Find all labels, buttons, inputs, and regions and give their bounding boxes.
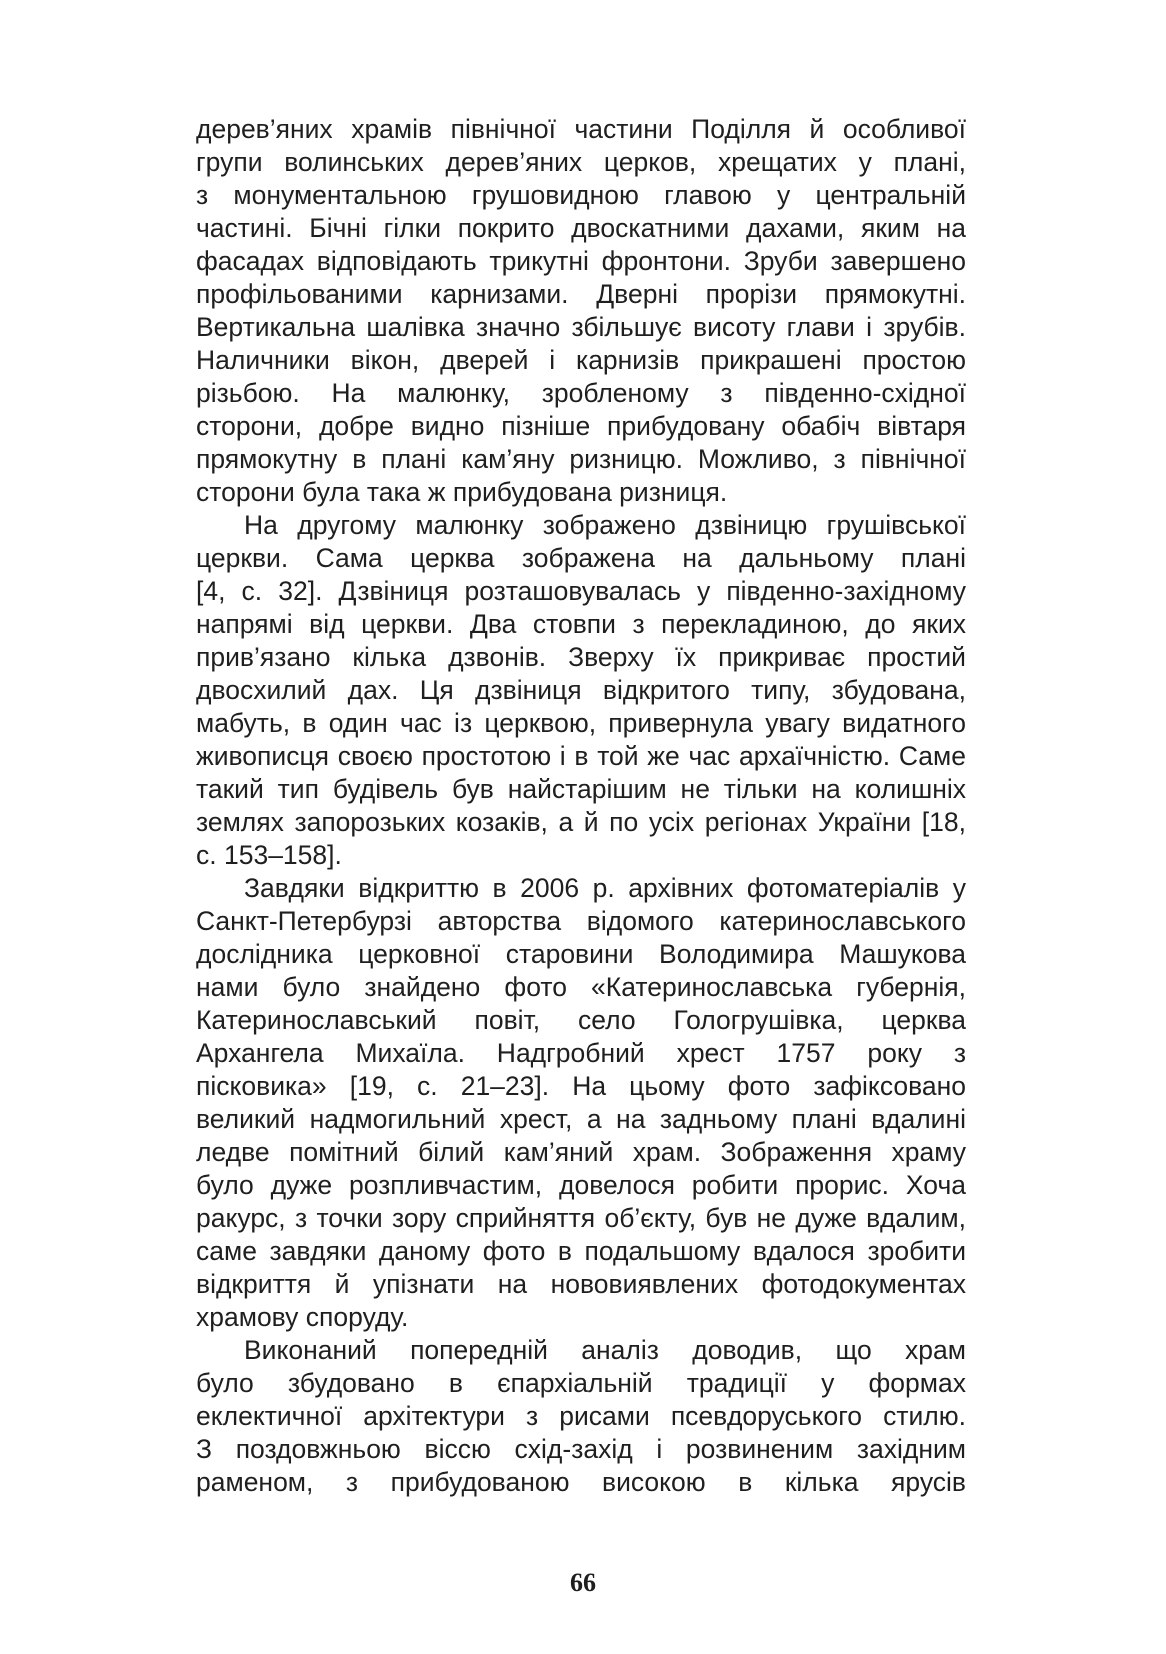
text-line: різьбою. На малюнку, зробленому з південно-східної xyxy=(196,378,966,408)
text-line: мабуть, в один час із церквою, привернула увагу видатного xyxy=(196,708,966,738)
text-line: церкви. Сама церква зображена на дальньому плані xyxy=(196,543,966,573)
text-line: з монументальною грушовидною главою у центральній xyxy=(196,180,966,210)
paragraph xyxy=(196,509,966,872)
text-line: профільованими карнизами. Дверні прорізи прямокутні. xyxy=(196,279,966,309)
text-line: напрямі від церкви. Два стовпи з перекладиною, до яких xyxy=(196,609,966,639)
text-line: Катеринославський повіт, село Гологрушівка, церква xyxy=(196,1005,966,1035)
page-number: 66 xyxy=(570,1568,596,1597)
text-line: Завдяки відкриттю в 2006 р. архівних фотоматеріалів у xyxy=(244,873,966,903)
text-line: прямокутну в плані кам’яну ризницю. Можливо, з північної xyxy=(196,444,966,474)
text-line: великий надмогильний хрест, а на задньому плані вдалині xyxy=(196,1104,966,1134)
paragraph xyxy=(196,113,966,509)
text-line: с. 153–158]. xyxy=(196,840,342,870)
text-line: було дуже розпливчастим, довелося робити прорис. Хоча xyxy=(196,1170,966,1200)
text-line: живописця своєю простотою і в той же час архаїчністю. Саме xyxy=(196,741,966,771)
text-line: землях запорозьких козаків, а й по усіх регіонах України [18, xyxy=(196,807,966,837)
text-line: сторони була така ж прибудована ризниця. xyxy=(196,477,728,507)
text-line: Наличники вікон, дверей і карнизів прикрашені простою xyxy=(196,345,966,375)
text-line: відкриття й упізнати на нововиявлених фотодокументах xyxy=(196,1269,966,1299)
text-line: храмову споруду. xyxy=(196,1302,409,1332)
paragraph xyxy=(196,1334,966,1499)
text-line: ледве помітний білий кам’яний храм. Зображення храму xyxy=(196,1137,966,1167)
paragraph xyxy=(196,872,966,1334)
text-line: Виконаний попередній аналіз доводив, що храм xyxy=(244,1335,966,1365)
text-line: нами було знайдено фото «Катеринославська губернія, xyxy=(196,972,966,1002)
text-line: сторони, добре видно пізніше прибудовану обабіч вівтаря xyxy=(196,411,966,441)
text-line: фасадах відповідають трикутні фронтони. Зруби завершено xyxy=(196,246,966,276)
text-line: Архангела Михаїла. Надгробний хрест 1757 року з xyxy=(196,1038,966,1068)
text-line: такий тип будівель був найстарішим не тільки на колишніх xyxy=(196,774,966,804)
text-line: саме завдяки даному фото в подальшому вдалося зробити xyxy=(196,1236,966,1266)
text-line: дослідника церковної старовини Володимира Машукова xyxy=(196,939,966,969)
text-line: дерев’яних храмів північної частини Поділля й особливої xyxy=(196,114,966,144)
text-line: частині. Бічні гілки покрито двоскатними дахами, яким на xyxy=(196,213,966,243)
text-line: З поздовжньою віссю схід-захід і розвиненим західним xyxy=(196,1434,966,1464)
text-line: двосхилий дах. Ця дзвіниця відкритого типу, збудована, xyxy=(196,675,966,705)
text-line: пісковика» [19, с. 21–23]. На цьому фото зафіксовано xyxy=(196,1071,966,1101)
text-line: еклектичної архітектури з рисами псевдоруського стилю. xyxy=(196,1401,966,1431)
text-line: прив’язано кілька дзвонів. Зверху їх прикриває простий xyxy=(196,642,966,672)
text-line: раменом, з прибудованою високою в кілька ярусів xyxy=(196,1467,966,1497)
text-line: На другому малюнку зображено дзвіницю грушівської xyxy=(244,510,966,540)
text-line: групи волинських дерев’яних церков, хрещатих у плані, xyxy=(196,147,966,177)
text-line: Вертикальна шалівка значно збільшує висоту глави і зрубів. xyxy=(196,312,966,342)
text-line: [4, с. 32]. Дзвіниця розташовувалась у південно-західному xyxy=(196,576,966,606)
text-line: було збудовано в єпархіальній традиції у формах xyxy=(196,1368,966,1398)
text-line: Санкт-Петербурзі авторства відомого катеринославського xyxy=(196,906,966,936)
text-line: ракурс, з точки зору сприйняття об’єкту, був не дуже вдалим, xyxy=(196,1203,966,1233)
body-text xyxy=(196,113,966,1499)
